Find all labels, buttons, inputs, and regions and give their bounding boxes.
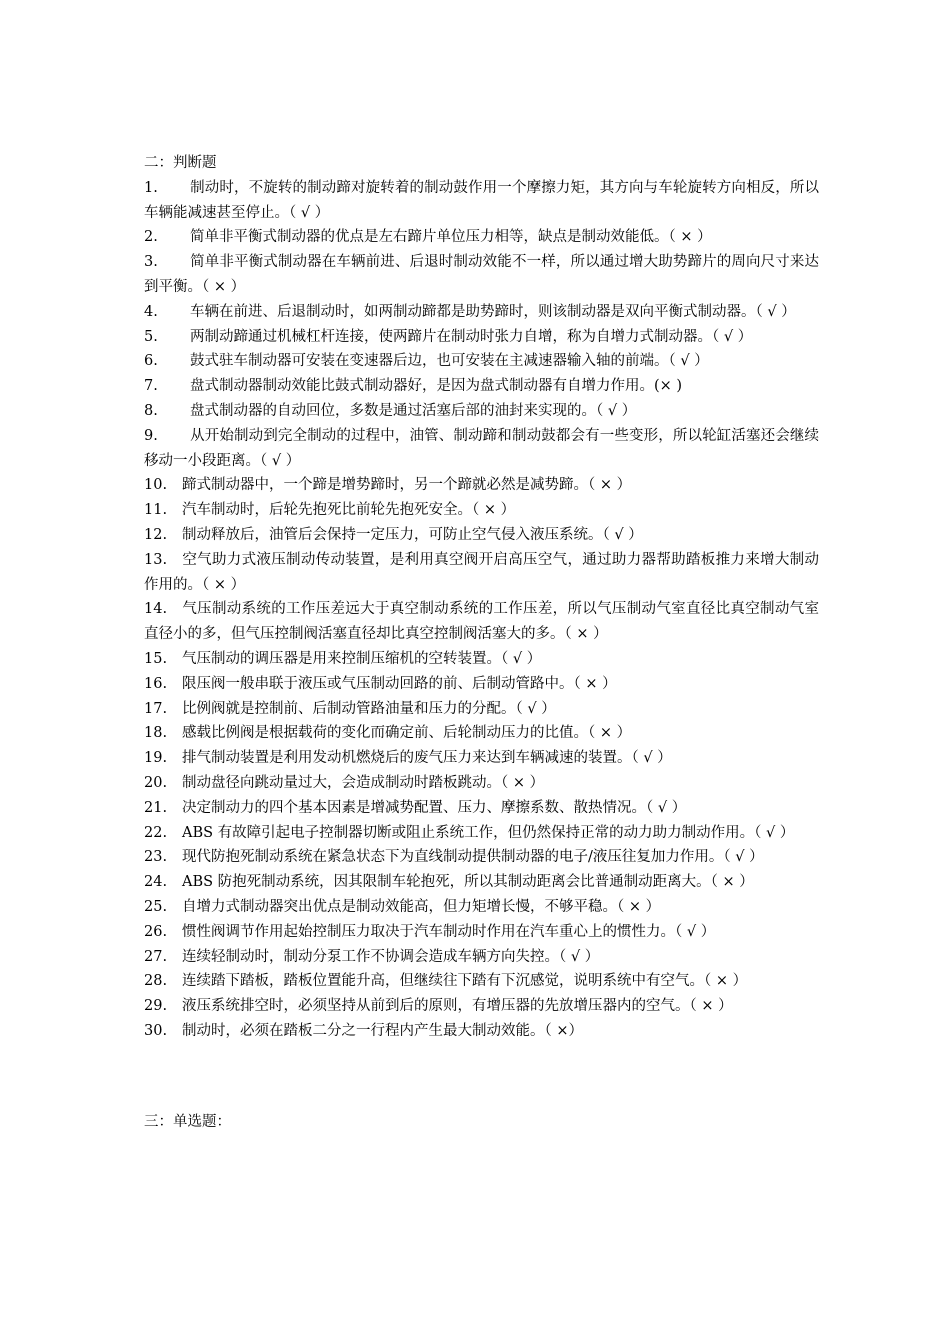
question-answer: （ √ ） [754, 824, 795, 841]
question-answer: （ √ ） [712, 328, 753, 345]
question-number: 7. [144, 378, 158, 395]
question-text: 简单非平衡式制动器的优点是左右蹄片单位压力相等，缺点是制动效能低。 [190, 229, 669, 246]
question-text: ABS 防抱死制动系统，因其限制车轮抱死，所以其制动距离会比普通制动距离大。 [182, 874, 711, 891]
question-text: 制动时，不旋转的制动蹄对旋转着的制动鼓作用一个摩擦力矩，其方向与车轮旋转方向相反，所以车辆能减速甚至停止。 [144, 179, 819, 221]
question-number: 12. [144, 526, 168, 543]
question-text: 气压制动的调压器是用来控制压缩机的空转装置。 [182, 650, 501, 667]
question-answer: (× ) [654, 378, 683, 395]
question-text: 连续踏下踏板，踏板位置能升高，但继续往下踏有下沉感觉，说明系统中有空气。 [182, 973, 704, 990]
question-number: 9. [144, 427, 158, 444]
question-answer: （ √ ） [755, 303, 796, 320]
question-number: 27. [144, 948, 168, 965]
question-number: 5. [144, 328, 158, 345]
question-item [144, 969, 819, 994]
question-item [144, 994, 819, 1019]
question-number: 23. [144, 849, 168, 866]
question-answer: （ × ） [710, 874, 754, 891]
question-answer: （ √ ） [559, 948, 600, 965]
question-answer: （ × ） [564, 626, 608, 643]
question-item [144, 225, 819, 250]
question-item [144, 672, 819, 697]
question-number: 26. [144, 923, 168, 940]
question-number: 25. [144, 898, 168, 915]
question-answer: （ × ） [573, 675, 617, 692]
question-answer: （ × ） [617, 898, 661, 915]
question-item [144, 845, 819, 870]
question-answer: （ × ） [689, 998, 733, 1015]
question-text: 制动时，必须在踏板二分之一行程内产生最大制动效能。 [182, 1022, 545, 1039]
question-answer: （ ×） [544, 1022, 584, 1039]
question-item [144, 796, 819, 821]
question-item [144, 300, 819, 325]
question-item [144, 399, 819, 424]
question-text: 排气制动装置是利用发动机燃烧后的废气压力来达到车辆减速的装置。 [182, 750, 632, 767]
question-number: 10. [144, 477, 168, 494]
question-answer: （ × ） [704, 973, 748, 990]
question-item [144, 920, 819, 945]
question-item [144, 424, 819, 474]
question-text: 限压阀一般串联于液压或气压制动回路的前、后制动管路中。 [182, 675, 574, 692]
question-text: 连续轻制动时，制动分泵工作不协调会造成车辆方向失控。 [182, 948, 559, 965]
question-answer: （ √ ） [596, 402, 637, 419]
question-number: 20. [144, 774, 168, 791]
question-answer: （ √ ） [289, 204, 330, 221]
question-number: 13. [144, 551, 168, 568]
question-item [144, 746, 819, 771]
question-answer: （ √ ） [602, 526, 643, 543]
question-text: 汽车制动时，后轮先抱死比前轮先抱死安全。 [182, 502, 472, 519]
question-number: 19. [144, 750, 168, 767]
section-title-judgment: 二：判断题 [144, 155, 217, 171]
judgment-question-list [144, 176, 819, 1044]
question-text: 鼓式驻车制动器可安装在变速器后边，也可安装在主减速器输入轴的前端。 [190, 353, 669, 370]
question-number: 8. [144, 402, 158, 419]
section-title-single-choice: 三：单选题： [144, 1113, 231, 1130]
question-answer: （ × ） [668, 229, 712, 246]
question-item [144, 176, 819, 226]
question-item [144, 1019, 819, 1044]
question-text: 现代防抱死制动系统在紧急状态下为直线制动提供制动器的电子/液压往复加力作用。 [182, 849, 724, 866]
question-number: 17. [144, 700, 168, 717]
question-item [144, 325, 819, 350]
question-number: 3. [144, 254, 158, 271]
question-answer: （ × ） [472, 502, 516, 519]
question-text: 从开始制动到完全制动的过程中，油管、制动蹄和制动鼓都会有一些变形，所以轮缸活塞还会继续移动一小段距离。 [144, 427, 819, 469]
question-number: 1. [144, 179, 158, 196]
question-text: 两制动蹄通过机械杠杆连接，使两蹄片在制动时张力自增，称为自增力式制动器。 [190, 328, 712, 345]
question-item [144, 647, 819, 672]
question-item [144, 498, 819, 523]
question-number: 14. [144, 601, 168, 618]
question-number: 15. [144, 650, 168, 667]
question-item [144, 523, 819, 548]
question-number: 2. [144, 229, 158, 246]
question-answer: （ √ ） [675, 923, 716, 940]
question-text: 空气助力式液压制动传动装置，是利用真空阀开启高压空气，通过助力器帮助踏板推力来增大制动作用的。 [144, 551, 819, 593]
question-answer: （ √ ） [501, 650, 542, 667]
question-number: 4. [144, 303, 158, 320]
question-text: 盘式制动器制动效能比鼓式制动器好，是因为盘式制动器有自增力作用。 [190, 378, 654, 395]
question-number: 16. [144, 675, 168, 692]
document-page [144, 151, 819, 1134]
question-number: 11. [144, 502, 168, 519]
question-text: 简单非平衡式制动器在车辆前进、后退时制动效能不一样，所以通过增大助势蹄片的周向尺寸来达到平衡。 [144, 254, 819, 295]
question-item [144, 821, 819, 846]
question-text: 盘式制动器的自动回位，多数是通过活塞后部的油封来实现的。 [190, 402, 596, 419]
question-item [144, 697, 819, 722]
question-text: 惯性阀调节作用起始控制压力取决于汽车制动时作用在汽车重心上的惯性力。 [182, 923, 675, 940]
question-item [144, 771, 819, 796]
question-item [144, 721, 819, 746]
question-number: 6. [144, 353, 158, 370]
question-item [144, 349, 819, 374]
section-spacer [144, 1044, 819, 1110]
question-text: 蹄式制动器中，一个蹄是增势蹄时，另一个蹄就必然是减势蹄。 [182, 477, 588, 494]
question-answer: （ √ ） [260, 452, 301, 469]
question-item [144, 870, 819, 895]
question-answer: （ × ） [588, 477, 632, 494]
question-text: 决定制动力的四个基本因素是增减势配置、压力、摩擦系数、散热情况。 [182, 799, 646, 816]
question-text: 制动盘径向跳动量过大，会造成制动时踏板跳动。 [182, 774, 501, 791]
question-answer: （ √ ） [515, 700, 556, 717]
question-answer: （ √ ） [723, 849, 764, 866]
question-number: 28. [144, 973, 168, 990]
question-number: 18. [144, 725, 168, 742]
question-text: 液压系统排空时，必须坚持从前到后的原则，有增压器的先放增压器内的空气。 [182, 998, 690, 1015]
question-text: 自增力式制动器突出优点是制动效能高，但力矩增长慢，不够平稳。 [182, 898, 617, 915]
question-item [144, 895, 819, 920]
question-text: 感载比例阀是根据载荷的变化而确定前、后轮制动压力的比值。 [182, 725, 588, 742]
question-number: 30. [144, 1022, 168, 1039]
question-answer: （ √ ） [668, 353, 709, 370]
question-item [144, 473, 819, 498]
question-text: 车辆在前进、后退制动时，如两制动蹄都是助势蹄时，则该制动器是双向平衡式制动器。 [190, 303, 756, 320]
question-number: 21. [144, 799, 168, 816]
question-text: 制动释放后，油管后会保持一定压力，可防止空气侵入液压系统。 [182, 526, 603, 543]
question-answer: （ × ） [588, 725, 632, 742]
question-text: 比例阀就是控制前、后制动管路油量和压力的分配。 [182, 700, 516, 717]
question-answer: （ √ ） [646, 799, 687, 816]
question-item [144, 597, 819, 647]
question-item [144, 374, 819, 399]
question-answer: （ × ） [202, 576, 246, 593]
question-answer: （ × ） [202, 278, 246, 295]
question-answer: （ √ ） [631, 750, 672, 767]
question-answer: （ × ） [501, 774, 545, 791]
question-text: 气压制动系统的工作压差远大于真空制动系统的工作压差，所以气压制动气室直径比真空制动气室直径小的多，但气压控制阀活塞直径却比真空控制阀活塞大的多。 [144, 601, 819, 643]
question-item [144, 548, 819, 598]
question-number: 22. [144, 824, 168, 841]
question-item [144, 250, 819, 300]
question-item [144, 945, 819, 970]
question-number: 24. [144, 874, 168, 891]
question-number: 29. [144, 998, 168, 1015]
question-text: ABS 有故障引起电子控制器切断或阻止系统工作，但仍然保持正常的动力助力制动作用。 [182, 824, 755, 841]
